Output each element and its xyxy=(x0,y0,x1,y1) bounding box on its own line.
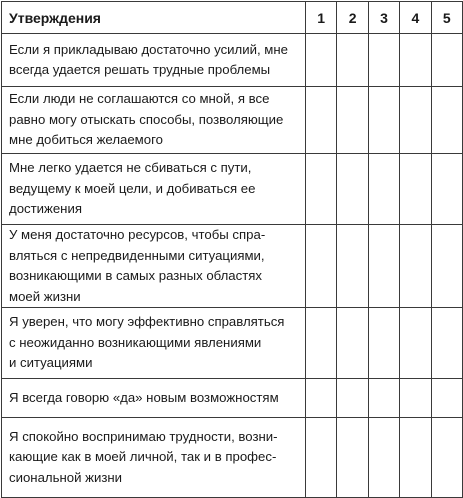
rating-cell-5[interactable] xyxy=(431,34,462,87)
rating-cell-1[interactable] xyxy=(306,34,337,87)
rating-cell-2[interactable] xyxy=(337,225,368,308)
rating-cell-5[interactable] xyxy=(431,308,462,379)
header-scale-5: 5 xyxy=(431,2,462,34)
header-row xyxy=(2,2,463,34)
rating-cell-4[interactable] xyxy=(400,154,431,225)
rating-cell-1[interactable] xyxy=(306,154,337,225)
rating-cell-2[interactable] xyxy=(337,87,368,154)
rating-cell-4[interactable] xyxy=(400,87,431,154)
statement-cell: Если я прикладываю достаточно усилий, мне всегда удается решать трудные проблемы xyxy=(2,34,306,87)
rating-cell-3[interactable] xyxy=(368,154,399,225)
header-scale-4: 4 xyxy=(400,2,431,34)
header-scale-2: 2 xyxy=(337,2,368,34)
rating-cell-4[interactable] xyxy=(400,308,431,379)
rating-cell-5[interactable] xyxy=(431,418,462,498)
rating-cell-4[interactable] xyxy=(400,225,431,308)
rating-cell-4[interactable] xyxy=(400,34,431,87)
rating-cell-3[interactable] xyxy=(368,225,399,308)
rating-cell-3[interactable] xyxy=(368,34,399,87)
rating-cell-1[interactable] xyxy=(306,379,337,418)
rating-cell-2[interactable] xyxy=(337,379,368,418)
rating-cell-3[interactable] xyxy=(368,87,399,154)
header-statements: Утверждения xyxy=(2,2,306,34)
rating-cell-5[interactable] xyxy=(431,87,462,154)
statement-cell: Я всегда говорю «да» новым возможностям xyxy=(2,379,306,418)
rating-cell-4[interactable] xyxy=(400,418,431,498)
table-row xyxy=(2,34,463,87)
rating-cell-2[interactable] xyxy=(337,154,368,225)
statement-cell: Я уверен, что могу эффективно справляться с неожиданно возникающими явлениями и ситуациями xyxy=(2,308,306,379)
rating-cell-5[interactable] xyxy=(431,379,462,418)
header-scale-1: 1 xyxy=(306,2,337,34)
rating-cell-1[interactable] xyxy=(306,308,337,379)
statement-cell: Я спокойно воспринимаю трудности, возни- кающие как в моей личной, так и в профес- сиональной жизни xyxy=(2,418,306,498)
statements-rating-table xyxy=(1,1,463,498)
table-row xyxy=(2,154,463,225)
header-scale-3: 3 xyxy=(368,2,399,34)
rating-cell-3[interactable] xyxy=(368,308,399,379)
table-row xyxy=(2,225,463,308)
table-row xyxy=(2,87,463,154)
table-row xyxy=(2,418,463,498)
rating-cell-2[interactable] xyxy=(337,34,368,87)
rating-cell-4[interactable] xyxy=(400,379,431,418)
rating-cell-2[interactable] xyxy=(337,308,368,379)
table-row xyxy=(2,308,463,379)
statement-cell: Мне легко удается не сбиваться с пути, ведущему к моей цели, и добиваться ее достижения xyxy=(2,154,306,225)
statement-cell: Если люди не соглашаются со мной, я все равно могу отыскать способы, позволяющие мне добиться желаемого xyxy=(2,87,306,154)
rating-cell-1[interactable] xyxy=(306,87,337,154)
statement-cell: У меня достаточно ресурсов, чтобы спра- вляться с непредвиденными ситуациями, возникающими в самых разных областях моей жизни xyxy=(2,225,306,308)
rating-cell-3[interactable] xyxy=(368,418,399,498)
rating-cell-1[interactable] xyxy=(306,418,337,498)
table-row xyxy=(2,379,463,418)
rating-cell-5[interactable] xyxy=(431,154,462,225)
rating-cell-1[interactable] xyxy=(306,225,337,308)
rating-cell-2[interactable] xyxy=(337,418,368,498)
rating-cell-5[interactable] xyxy=(431,225,462,308)
rating-cell-3[interactable] xyxy=(368,379,399,418)
